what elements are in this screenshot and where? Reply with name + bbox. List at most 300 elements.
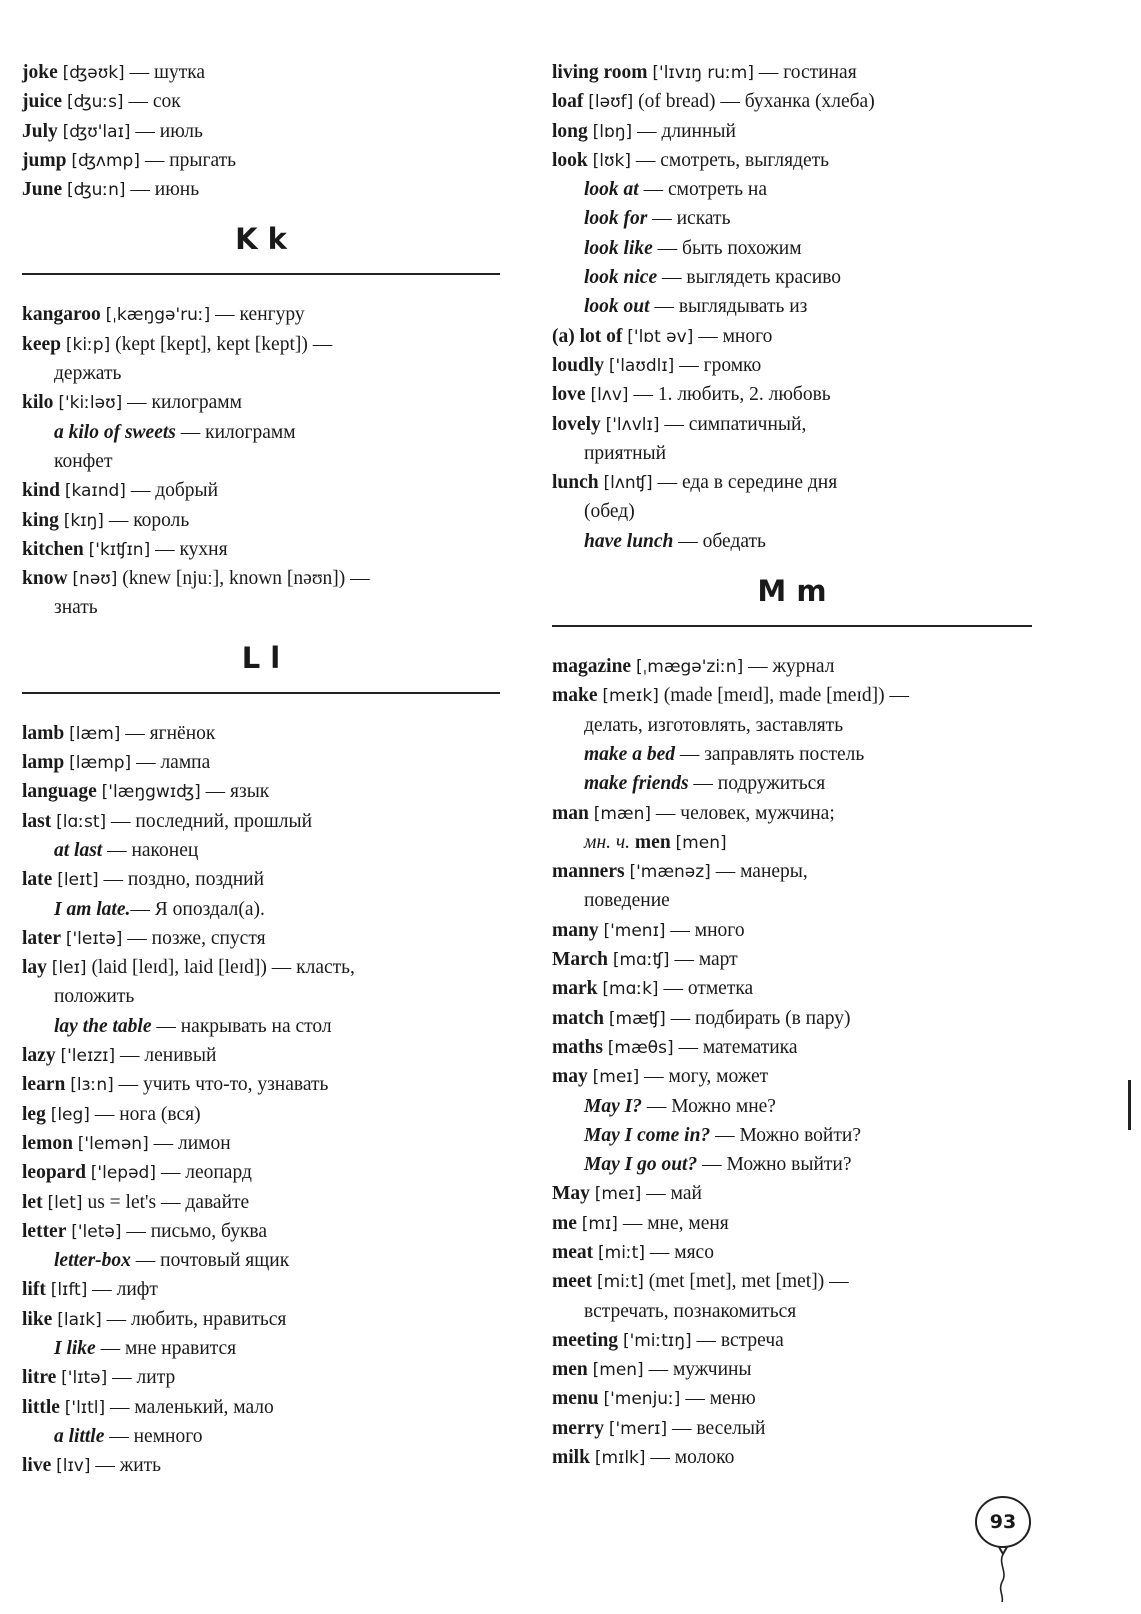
- phrase-example: [552, 175, 1032, 204]
- translation: — человек, мужчина;: [651, 802, 835, 824]
- entry-continuation: [552, 886, 1032, 915]
- dictionary-entry: [552, 1179, 1032, 1208]
- transcription: [mɑːʧ]: [612, 950, 670, 971]
- translation: — учить что-то, узнавать: [113, 1074, 329, 1096]
- headword: kilo: [22, 392, 54, 414]
- dictionary-entry: [22, 1070, 500, 1099]
- dictionary-entry: [22, 1100, 500, 1129]
- transcription: ['lepəd]: [90, 1163, 156, 1184]
- dictionary-entry: [552, 1238, 1032, 1267]
- dictionary-entry: [552, 1326, 1032, 1355]
- dictionary-entry: [22, 300, 500, 329]
- transcription: [ləʊf]: [588, 92, 634, 113]
- example-translation: — быть похожим: [652, 237, 802, 259]
- example-phrase: May I?: [584, 1095, 642, 1117]
- transcription: ['lɪtl]: [64, 1397, 106, 1418]
- headword: match: [552, 1007, 604, 1029]
- dictionary-entry: [552, 1062, 1032, 1091]
- example-phrase: lay the table: [54, 1015, 152, 1037]
- dictionary-entry: [552, 857, 1032, 886]
- continuation-text: знать: [54, 597, 98, 619]
- entry-continuation: [22, 593, 500, 622]
- example-phrase: look like: [584, 237, 653, 259]
- plural-form: [552, 828, 1032, 857]
- headword: many: [552, 919, 599, 941]
- transcription: [kɪŋ]: [63, 510, 104, 531]
- translation: — любить, нравиться: [101, 1308, 287, 1330]
- headword: June: [22, 179, 63, 201]
- phrase-example: [552, 1150, 1032, 1179]
- continuation-text: положить: [54, 986, 135, 1008]
- headword: little: [22, 1396, 60, 1418]
- example-phrase: have lunch: [584, 530, 674, 552]
- translation: — ягнёнок: [120, 722, 216, 744]
- headword: later: [22, 927, 61, 949]
- headword: milk: [552, 1447, 590, 1469]
- transcription: [leɪt]: [57, 870, 99, 891]
- headword: lamb: [22, 722, 65, 744]
- dictionary-entry: [22, 330, 500, 359]
- transcription: [ʤuːn]: [66, 180, 126, 201]
- example-translation: — Можно выйти?: [697, 1154, 852, 1176]
- transcription: [nəʊ]: [72, 569, 118, 590]
- dictionary-entry: [22, 1451, 500, 1480]
- dictionary-entry: [552, 351, 1032, 380]
- headword: language: [22, 781, 97, 803]
- phrase-example: [552, 527, 1032, 556]
- example-phrase: May I come in?: [584, 1124, 711, 1146]
- example-phrase: May I go out?: [584, 1154, 698, 1176]
- example-translation: — Я опоздал(а).: [130, 898, 265, 920]
- translation: — письмо, буква: [121, 1220, 268, 1242]
- phrase-example: [22, 895, 500, 924]
- example-translation: — наконец: [102, 839, 199, 861]
- page-number-balloon: [968, 1492, 1038, 1602]
- transcription: ['miːtɪŋ]: [622, 1330, 692, 1351]
- dictionary-entry: [22, 1158, 500, 1187]
- headword: me: [552, 1212, 577, 1234]
- dictionary-entry: [552, 681, 1032, 710]
- phrase-example: [552, 204, 1032, 233]
- translation: (made [meɪd], made [meɪd]) —: [658, 685, 909, 707]
- transcription: ['laʊdlɪ]: [608, 355, 675, 376]
- headword: know: [22, 568, 68, 590]
- dictionary-entry: [22, 1305, 500, 1334]
- transcription: [mæʧ]: [608, 1008, 666, 1029]
- dictionary-entry: [22, 777, 500, 806]
- translation: — смотреть, выглядеть: [630, 149, 830, 171]
- transcription: [laɪk]: [57, 1309, 102, 1330]
- example-translation: — заправлять постель: [674, 743, 865, 765]
- example-phrase: look out: [584, 296, 650, 318]
- transcription: ['kɪʧɪn]: [88, 539, 151, 560]
- translation: — литр: [107, 1367, 176, 1389]
- example-phrase: make friends: [584, 773, 689, 795]
- transcription: [ʤʌmp]: [71, 150, 140, 171]
- example-phrase: at last: [54, 839, 103, 861]
- headword: jump: [22, 149, 67, 171]
- dictionary-entry: [22, 807, 500, 836]
- phrase-example: [552, 1121, 1032, 1150]
- translation: — симпатичный,: [659, 413, 807, 435]
- headword: letter: [22, 1220, 67, 1242]
- translation: — король: [103, 509, 190, 531]
- section-letter: L l: [241, 640, 281, 675]
- dictionary-entry: [22, 1217, 500, 1246]
- translation: — 1. любить, 2. любовь: [628, 384, 831, 406]
- example-phrase: look at: [584, 179, 639, 201]
- transcription: ['leɪzɪ]: [60, 1046, 116, 1067]
- example-translation: — Можно мне?: [641, 1095, 776, 1117]
- transcription: [miːt]: [598, 1242, 645, 1263]
- dictionary-entry: [552, 916, 1032, 945]
- translation: — лампа: [131, 752, 211, 774]
- continuation-text: встречать, познакомиться: [584, 1300, 797, 1322]
- transcription: [læmp]: [69, 753, 132, 774]
- headword: lazy: [22, 1045, 56, 1067]
- section-divider: [22, 273, 500, 275]
- example-phrase: make a bed: [584, 743, 675, 765]
- transcription: ['menjuː]: [603, 1389, 681, 1410]
- transcription: [lɒŋ]: [592, 121, 633, 142]
- transcription: ['letə]: [71, 1221, 122, 1242]
- transcription: [lʌv]: [590, 385, 629, 406]
- entry-continuation: [22, 359, 500, 388]
- translation: — июль: [130, 120, 203, 142]
- dictionary-entry: [552, 322, 1032, 351]
- example-phrase: letter-box: [54, 1250, 131, 1272]
- phrase-example: [22, 1012, 500, 1041]
- phrase-example: [552, 740, 1032, 769]
- translation: (laid [leɪd], laid [leɪd]) — класть,: [86, 957, 355, 979]
- headword: leopard: [22, 1162, 86, 1184]
- headword: lunch: [552, 472, 599, 494]
- transcription: [meɪk]: [602, 686, 659, 707]
- translation: — кенгуру: [210, 304, 305, 326]
- headword: meeting: [552, 1329, 619, 1351]
- transcription: ['lɒt əv]: [627, 326, 694, 347]
- dictionary-entry: [22, 506, 500, 535]
- dictionary-entry: [552, 468, 1032, 497]
- headword: leg: [22, 1103, 46, 1125]
- transcription: [men]: [675, 832, 727, 853]
- transcription: ['læŋgwɪʤ]: [101, 782, 201, 803]
- dictionary-entry: [552, 1209, 1032, 1238]
- translation: — маленький, мало: [105, 1396, 274, 1418]
- dictionary-entry: [22, 1129, 500, 1158]
- transcription: [mæn]: [593, 803, 652, 824]
- headword: July: [22, 120, 58, 142]
- dictionary-entry: [22, 117, 500, 146]
- example-phrase: I like: [54, 1337, 96, 1359]
- headword: man: [552, 802, 589, 824]
- transcription: ['lɪvɪŋ ruːm]: [652, 63, 754, 83]
- headword: mark: [552, 978, 598, 1000]
- headword: live: [22, 1455, 52, 1477]
- entry-continuation: [552, 497, 1032, 526]
- translation: — добрый: [125, 480, 219, 502]
- headword: lay: [22, 957, 47, 979]
- headword: lift: [22, 1279, 46, 1301]
- translation: — журнал: [743, 656, 835, 678]
- example-translation: — искать: [647, 208, 731, 230]
- dictionary-entry: [22, 1393, 500, 1422]
- example-phrase: look nice: [584, 267, 658, 289]
- headword: litre: [22, 1367, 57, 1389]
- transcription: [leg]: [50, 1104, 90, 1125]
- dictionary-entry: [22, 58, 500, 87]
- phrase-example: [22, 1422, 500, 1451]
- headword: manners: [552, 861, 625, 883]
- translation: — гостиная: [754, 62, 857, 83]
- translation: (kept [kept], kept [kept]) —: [110, 333, 333, 355]
- translation: — лифт: [87, 1279, 158, 1301]
- dictionary-entry: [552, 1355, 1032, 1384]
- headword: lamp: [22, 752, 65, 774]
- example-phrase: a kilo of sweets: [54, 421, 176, 443]
- translation: — килограмм: [122, 392, 242, 414]
- transcription: [mɑːk]: [602, 979, 659, 1000]
- transcription: ['lʌvlɪ]: [605, 414, 660, 435]
- headword: meat: [552, 1241, 594, 1263]
- dictionary-entry: [22, 953, 500, 982]
- example-translation: — смотреть на: [638, 179, 768, 201]
- balloon-icon: [968, 1492, 1038, 1602]
- entry-continuation: [552, 711, 1032, 740]
- translation: — жить: [90, 1455, 162, 1477]
- example-phrase: a little: [54, 1425, 105, 1447]
- headword: like: [22, 1308, 53, 1330]
- translation: — длинный: [632, 120, 736, 142]
- transcription: ['kiːləʊ]: [58, 393, 123, 414]
- dictionary-entry: [22, 175, 500, 204]
- headword: look: [552, 149, 588, 171]
- page-number: 93: [989, 1511, 1017, 1533]
- translation: — сок: [123, 91, 181, 113]
- page-edge-mark: [1128, 1080, 1131, 1130]
- entry-continuation: [22, 982, 500, 1011]
- dictionary-entry: [22, 388, 500, 417]
- transcription: ['merɪ]: [608, 1418, 668, 1439]
- transcription: ['mænəz]: [629, 862, 711, 883]
- entry-continuation: [552, 1297, 1032, 1326]
- translation: (met [met], met [met]) —: [643, 1271, 849, 1293]
- headword: meet: [552, 1271, 593, 1293]
- dictionary-entry: [552, 117, 1032, 146]
- example-phrase: I am late.: [54, 898, 131, 920]
- transcription: ['menɪ]: [603, 920, 666, 941]
- transcription: [meɪ]: [594, 1184, 642, 1205]
- example-translation: — обедать: [673, 530, 766, 552]
- translation: — мужчины: [643, 1359, 752, 1381]
- headword: may: [552, 1066, 588, 1088]
- translation: — математика: [673, 1036, 798, 1058]
- transcription: [lɜːn]: [70, 1075, 114, 1096]
- dictionary-entry: [552, 58, 1032, 87]
- example-translation: — подружиться: [688, 773, 826, 795]
- headword: lovely: [552, 413, 601, 435]
- headword: learn: [22, 1074, 66, 1096]
- dictionary-entry: [22, 1363, 500, 1392]
- phrase-example: [22, 836, 500, 865]
- dictionary-entry: [552, 652, 1032, 681]
- dictionary-entry: [22, 1188, 500, 1217]
- translation: — отметка: [658, 978, 754, 1000]
- transcription: [miːt]: [596, 1272, 644, 1293]
- translation: — позже, спустя: [122, 927, 266, 949]
- translation: — леопард: [155, 1162, 252, 1184]
- translation: — еда в середине дня: [652, 472, 838, 494]
- translation: — мне, меня: [617, 1212, 729, 1234]
- dictionary-entry: [22, 719, 500, 748]
- dictionary-entry: [22, 87, 500, 116]
- transcription: [meɪ]: [592, 1067, 640, 1088]
- dictionary-entry: [552, 1384, 1032, 1413]
- phrase-example: [552, 292, 1032, 321]
- phrase-example: [552, 769, 1032, 798]
- continuation-text: конфет: [54, 450, 113, 472]
- headword: kind: [22, 480, 60, 502]
- translation: us = let's — давайте: [82, 1191, 250, 1213]
- grammar-note: мн. ч.: [584, 831, 631, 853]
- phrase-example: [22, 1246, 500, 1275]
- transcription: ['lɪtə]: [61, 1368, 108, 1389]
- plural-headword: men: [634, 831, 671, 853]
- translation: — июнь: [125, 179, 200, 201]
- entry-continuation: [22, 447, 500, 476]
- dictionary-entry: [22, 924, 500, 953]
- headword: loaf: [552, 91, 584, 113]
- section-letter: K k: [235, 222, 287, 257]
- phrase-example: [22, 1334, 500, 1363]
- translation: — нога (вся): [89, 1103, 201, 1125]
- transcription: [kiːp]: [65, 334, 111, 355]
- transcription: [let]: [47, 1192, 83, 1213]
- headword: March: [552, 949, 608, 971]
- headword: make: [552, 685, 598, 707]
- transcription: [ʤəʊk]: [62, 63, 125, 83]
- transcription: [ʤʊ'laɪ]: [62, 121, 131, 142]
- dictionary-entry: [22, 535, 500, 564]
- dictionary-entry: [552, 87, 1032, 116]
- headword: kangaroo: [22, 304, 101, 326]
- dictionary-entry: [552, 799, 1032, 828]
- translation: (of bread) — буханка (хлеба): [633, 91, 875, 113]
- section-divider: [552, 625, 1032, 627]
- dictionary-entry: [552, 1033, 1032, 1062]
- transcription: [lʊk]: [592, 150, 631, 171]
- phrase-example: [552, 234, 1032, 263]
- example-phrase: look for: [584, 208, 648, 230]
- phrase-example: [22, 418, 500, 447]
- headword: lemon: [22, 1132, 73, 1154]
- section-heading: [22, 623, 500, 719]
- transcription: [ˌkæŋgə'ruː]: [105, 305, 211, 326]
- transcription: ['leɪtə]: [65, 928, 123, 949]
- transcription: [kaɪnd]: [64, 481, 126, 502]
- translation: — мясо: [644, 1241, 714, 1263]
- example-translation: — Можно войти?: [710, 1124, 861, 1146]
- example-translation: — немного: [104, 1425, 203, 1447]
- translation: — язык: [200, 781, 270, 803]
- headword: merry: [552, 1417, 604, 1439]
- headword: late: [22, 869, 53, 891]
- headword: kitchen: [22, 538, 84, 560]
- translation: — могу, может: [639, 1066, 769, 1088]
- example-translation: — накрывать на стол: [151, 1015, 332, 1037]
- headword: loudly: [552, 354, 605, 376]
- section-heading: [552, 556, 1032, 652]
- dictionary-entry: [22, 1275, 500, 1304]
- translation: — прыгать: [139, 149, 237, 171]
- translation: — манеры,: [710, 861, 808, 883]
- dictionary-entry: [552, 1414, 1032, 1443]
- transcription: [leɪ]: [51, 958, 87, 979]
- headword: (a) lot of: [552, 325, 623, 347]
- dictionary-entry: [22, 1041, 500, 1070]
- translation: — кухня: [150, 538, 228, 560]
- translation: — шутка: [124, 62, 206, 83]
- continuation-text: поведение: [584, 890, 670, 912]
- translation: — лимон: [148, 1132, 231, 1154]
- dictionary-entry: [22, 564, 500, 593]
- headword: men: [552, 1359, 588, 1381]
- example-translation: — выглядеть красиво: [657, 267, 842, 289]
- continuation-text: держать: [54, 363, 122, 385]
- transcription: [ˌmægə'ziːn]: [635, 657, 744, 678]
- dictionary-entry: [552, 1443, 1032, 1472]
- transcription: [men]: [592, 1360, 644, 1381]
- translation: (knew [njuː], known [nəʊn]) —: [117, 568, 370, 590]
- translation: — громко: [674, 354, 762, 376]
- transcription: [lɪft]: [50, 1280, 88, 1301]
- headword: May: [552, 1183, 590, 1205]
- dictionary-entry: [552, 974, 1032, 1003]
- transcription: [mɪ]: [581, 1213, 618, 1234]
- translation: — много: [693, 325, 773, 347]
- dictionary-entry: [552, 380, 1032, 409]
- translation: — март: [669, 949, 738, 971]
- translation: — встреча: [691, 1329, 784, 1351]
- example-translation: — килограмм: [175, 421, 296, 443]
- headword: juice: [22, 91, 63, 113]
- transcription: [mæθs]: [607, 1037, 674, 1058]
- dictionary-entry: [552, 1004, 1032, 1033]
- section-heading: [22, 204, 500, 300]
- dictionary-entry: [552, 1267, 1032, 1296]
- headword: last: [22, 810, 52, 832]
- translation: — последний, прошлый: [106, 810, 313, 832]
- dictionary-entry: [22, 865, 500, 894]
- transcription: ['lemən]: [77, 1133, 149, 1154]
- transcription: [lɑːst]: [56, 811, 107, 832]
- dictionary-entry: [22, 748, 500, 777]
- translation: — веселый: [667, 1417, 766, 1439]
- transcription: [mɪlk]: [594, 1448, 646, 1469]
- headword: joke: [22, 62, 58, 83]
- transcription: [læm]: [69, 723, 121, 744]
- phrase-example: [552, 263, 1032, 292]
- translation: — много: [665, 919, 745, 941]
- translation: — ленивый: [115, 1045, 217, 1067]
- translation: — молоко: [645, 1447, 735, 1469]
- phrase-example: [552, 1092, 1032, 1121]
- headword: long: [552, 120, 588, 142]
- headword: magazine: [552, 656, 632, 678]
- section-divider: [22, 692, 500, 694]
- example-translation: — почтовый ящик: [130, 1250, 290, 1272]
- entry-continuation: [552, 439, 1032, 468]
